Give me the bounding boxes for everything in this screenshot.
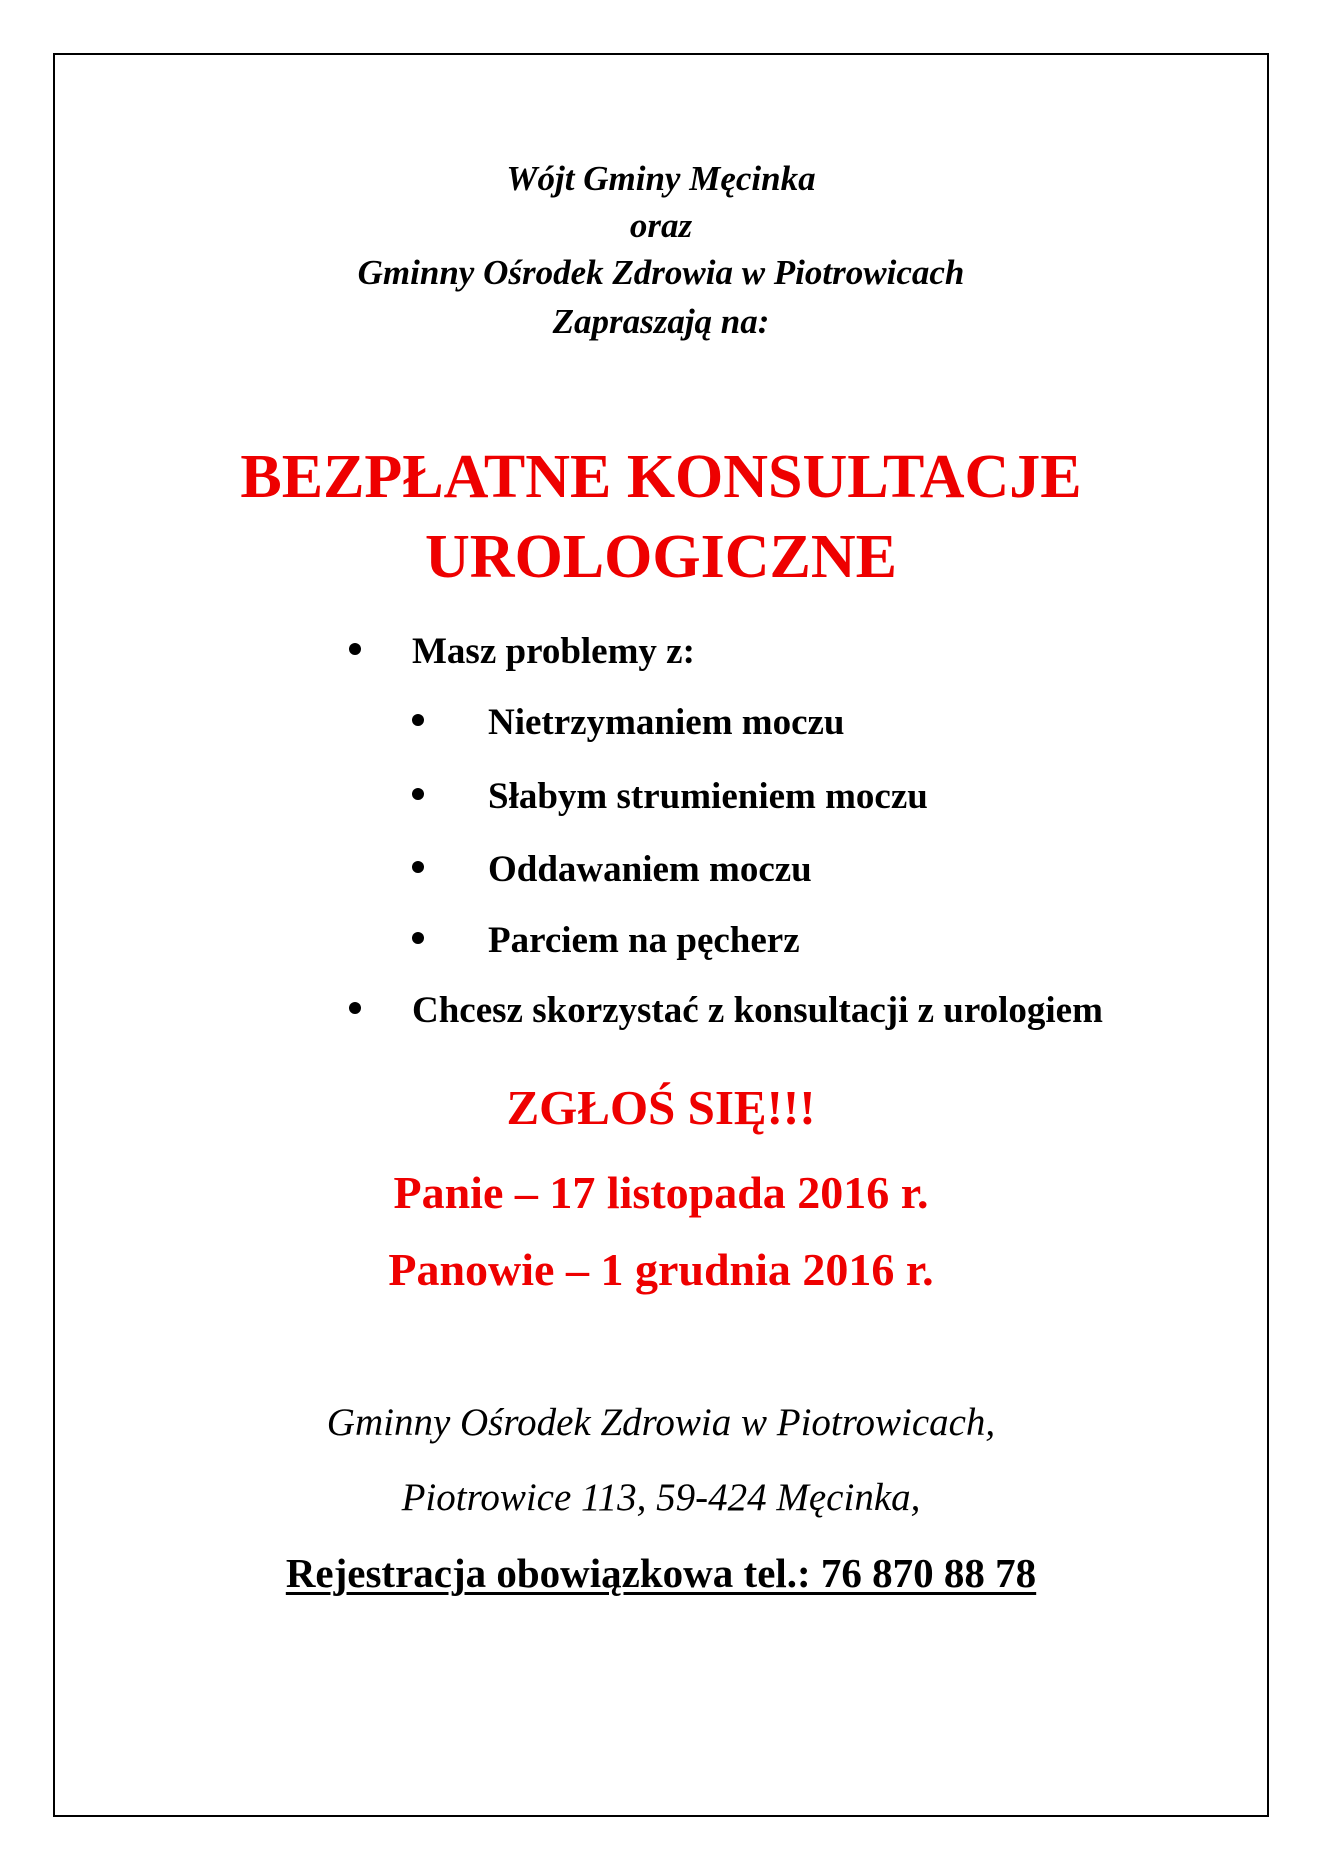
- list-subitem: Oddawaniem moczu: [488, 849, 812, 890]
- list-subitem: Nietrzymaniem moczu: [488, 702, 845, 743]
- footer-address-line1: Gminny Ośrodek Zdrowia w Piotrowicach,: [326, 1401, 996, 1444]
- header-conjunction: oraz: [629, 206, 693, 245]
- page-title-line2: UROLOGICZNE: [425, 523, 897, 591]
- bullet-icon: [412, 932, 424, 944]
- list-item: Chcesz skorzystać z konsultacji z urologiem: [412, 990, 1103, 1031]
- footer-address-line2: Piotrowice 113, 59-424 Męcinka,: [401, 1476, 921, 1519]
- bullet-icon: [349, 643, 361, 655]
- header-organizer-wojt: Wójt Gminy Męcinka: [506, 159, 816, 198]
- date-women: Panie – 17 listopada 2016 r.: [393, 1167, 929, 1218]
- header-organizer-clinic: Gminny Ośrodek Zdrowia w Piotrowicach: [357, 253, 965, 292]
- date-men: Panowie – 1 grudnia 2016 r.: [388, 1244, 934, 1295]
- bullet-icon: [349, 1002, 361, 1014]
- call-to-action: ZGŁOŚ SIĘ!!!: [506, 1080, 816, 1135]
- list-item: Masz problemy z:: [412, 631, 695, 672]
- footer-registration-phone: Rejestracja obowiązkowa tel.: 76 870 88 78: [285, 1550, 1037, 1596]
- bullet-icon: [412, 861, 424, 873]
- page-title-line1: BEZPŁATNE KONSULTACJE: [240, 443, 1082, 511]
- header-invitation: Zapraszają na:: [552, 302, 770, 341]
- bullet-icon: [412, 788, 424, 800]
- bullet-icon: [412, 714, 424, 726]
- list-subitem: Słabym strumieniem moczu: [488, 776, 928, 817]
- list-subitem: Parciem na pęcherz: [488, 920, 800, 961]
